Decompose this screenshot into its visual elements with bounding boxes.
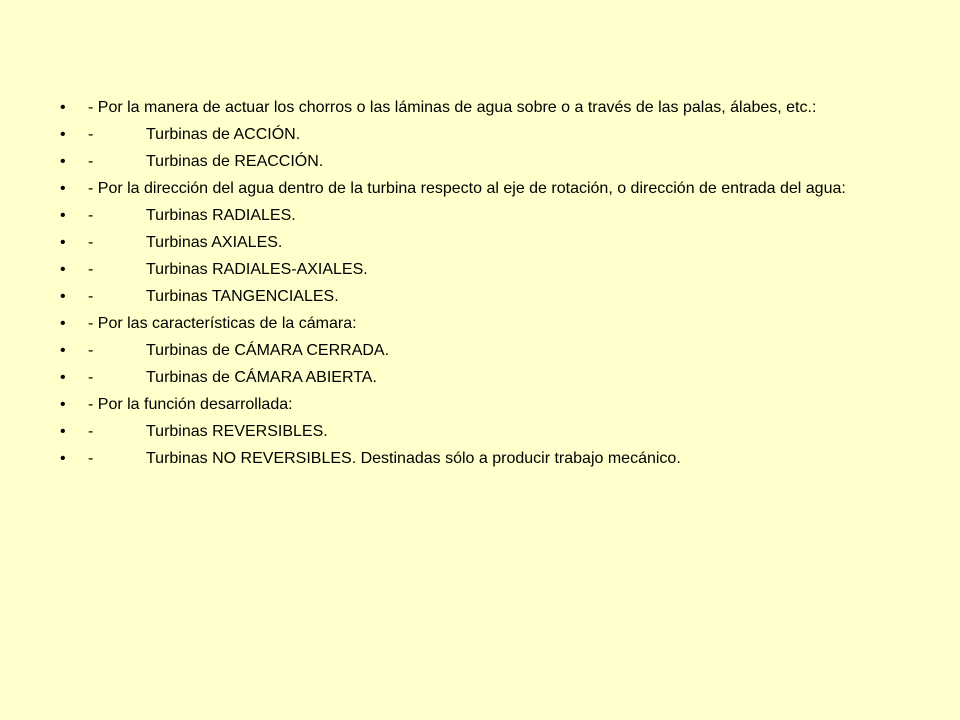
bullet-list [60,98,920,469]
category-text: - Por las características de la cámara: [88,315,357,332]
bullet-icon: • [60,369,66,386]
subitem-line [88,260,920,280]
bullet-icon: • [60,126,66,143]
subitem-text: Turbinas de REACCIÓN. [146,153,324,170]
dash-marker: - [88,450,94,467]
subitem-text: Turbinas RADIALES. [146,207,296,224]
list-item-category [60,314,920,334]
subitem-line [88,341,920,361]
list-item-subitem [60,233,920,253]
subitem-line [88,422,920,442]
dash-marker: - [88,369,94,386]
bullet-icon: • [60,396,66,413]
bullet-icon: • [60,153,66,170]
list-item-category [60,98,920,118]
bullet-icon: • [60,450,66,467]
dash-marker: - [88,126,94,143]
category-text: - Por la función desarrollada: [88,396,293,413]
list-item-category [60,179,920,199]
subitem-text: Turbinas de CÁMARA CERRADA. [146,342,390,359]
dash-marker: - [88,207,94,224]
dash-marker: - [88,261,94,278]
subitem-line [88,287,920,307]
bullet-icon: • [60,342,66,359]
bullet-icon: • [60,288,66,305]
subitem-line [88,152,920,172]
dash-marker: - [88,153,94,170]
list-item-subitem [60,449,920,469]
subitem-text: Turbinas de ACCIÓN. [146,126,301,143]
bullet-icon: • [60,423,66,440]
list-item-subitem [60,341,920,361]
subitem-text: Turbinas RADIALES-AXIALES. [146,261,368,278]
list-item-subitem [60,125,920,145]
list-item-subitem [60,152,920,172]
subitem-text: Turbinas AXIALES. [146,234,283,251]
list-item-subitem [60,368,920,388]
subitem-text: Turbinas NO REVERSIBLES. Destinadas sólo a producir trabajo mecánico. [146,450,681,467]
bullet-icon: • [60,180,66,197]
subitem-text: Turbinas TANGENCIALES. [146,288,339,305]
subitem-text: Turbinas REVERSIBLES. [146,423,328,440]
subitem-text: Turbinas de CÁMARA ABIERTA. [146,369,377,386]
dash-marker: - [88,234,94,251]
category-text: - Por la dirección del agua dentro de la turbina respecto al eje de rotación, o dirección de entrada del agua: [88,180,846,197]
dash-marker: - [88,423,94,440]
bullet-icon: • [60,261,66,278]
list-item-subitem [60,422,920,442]
slide-content [60,98,920,476]
dash-marker: - [88,288,94,305]
dash-marker: - [88,342,94,359]
list-item-category [60,395,920,415]
list-item-subitem [60,260,920,280]
subitem-line [88,368,920,388]
list-item-subitem [60,287,920,307]
subitem-line [88,233,920,253]
list-item-subitem [60,206,920,226]
bullet-icon: • [60,234,66,251]
subitem-line [88,206,920,226]
bullet-icon: • [60,315,66,332]
bullet-icon: • [60,207,66,224]
subitem-line [88,125,920,145]
category-text: - Por la manera de actuar los chorros o las láminas de agua sobre o a través de las palas, álabes, etc.: [88,99,817,116]
bullet-icon: • [60,99,66,116]
subitem-line [88,449,920,469]
